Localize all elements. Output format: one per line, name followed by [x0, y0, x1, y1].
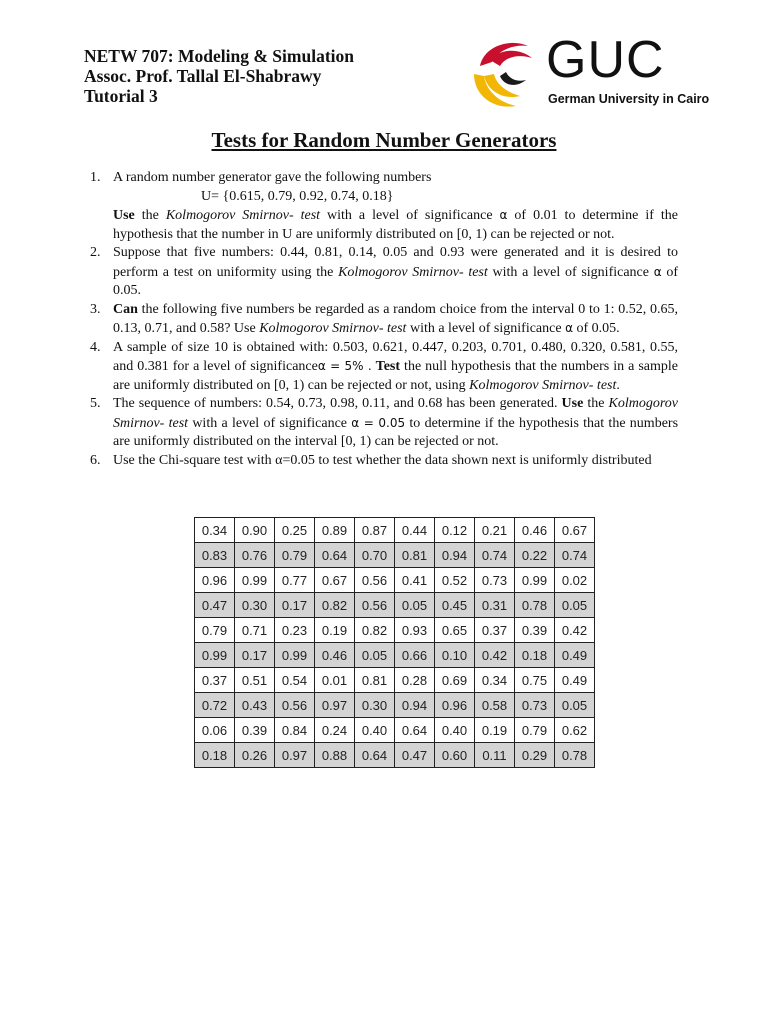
question-4: 4. A sample of size 10 is obtained with: 0.503, 0.621, 0.447, 0.203, 0.701, 0.480, 0.320, 0.581, 0.55, and 0.381 for a level of significanceα = 5% . Test the null hypothesis that the numbers in a sample are uniformly distributed on [0, 1) can be rejected or not, using Kolmogorov Smirnov- test.	[90, 339, 678, 393]
table-cell: 0.81	[395, 543, 435, 568]
alpha-symbol: α	[499, 208, 508, 222]
table-cell: 0.46	[315, 643, 355, 668]
table-cell: 0.49	[555, 643, 595, 668]
table-cell: 0.02	[555, 568, 595, 593]
table-cell: 0.17	[275, 593, 315, 618]
table-cell: 0.97	[315, 693, 355, 718]
table-cell: 0.47	[195, 593, 235, 618]
table-row	[195, 618, 595, 643]
alpha-symbol: α	[565, 321, 573, 335]
table-cell: 0.45	[435, 593, 475, 618]
table-cell: 0.88	[315, 743, 355, 768]
question-1: 1. A random number generator gave the following numbers U= {0.615, 0.79, 0.92, 0.74, 0.18} Use the Kolmogorov Smirnov- test with a level of significance α of 0.01 to determine if the hypothesis that the number in U are uniformly distributed on [0, 1) can be rejected or not.	[90, 170, 678, 242]
table-cell: 0.40	[355, 718, 395, 743]
table-cell: 0.71	[235, 618, 275, 643]
table-cell: 0.81	[355, 668, 395, 693]
table-cell: 0.37	[475, 618, 515, 643]
table-cell: 0.64	[395, 718, 435, 743]
table-cell: 0.93	[395, 618, 435, 643]
table-cell: 0.42	[475, 643, 515, 668]
table-cell: 0.99	[275, 643, 315, 668]
table-cell: 0.18	[515, 643, 555, 668]
table-cell: 0.72	[195, 693, 235, 718]
table-cell: 0.74	[555, 543, 595, 568]
table-cell: 0.96	[435, 693, 475, 718]
table-cell: 0.90	[235, 518, 275, 543]
table-cell: 0.30	[355, 693, 395, 718]
number-set: U= {0.615, 0.79, 0.92, 0.74, 0.18}	[201, 188, 394, 204]
table-cell: 0.21	[475, 518, 515, 543]
table-cell: 0.40	[435, 718, 475, 743]
alpha-equation: α = 0.05	[351, 415, 406, 430]
table-cell: 0.84	[275, 718, 315, 743]
alpha-symbol: α	[653, 264, 662, 279]
table-cell: 0.64	[355, 743, 395, 768]
guc-logo	[470, 31, 710, 112]
instructor-name: Assoc. Prof. Tallal El-Shabrawy	[84, 66, 322, 86]
table-cell: 0.06	[195, 718, 235, 743]
table-cell: 0.70	[355, 543, 395, 568]
table-row	[195, 668, 595, 693]
table-cell: 0.69	[435, 668, 475, 693]
table-cell: 0.23	[275, 618, 315, 643]
table-cell: 0.75	[515, 668, 555, 693]
table-row	[195, 718, 595, 743]
table-cell: 0.97	[275, 743, 315, 768]
table-cell: 0.56	[275, 693, 315, 718]
table-cell: 0.58	[475, 693, 515, 718]
logo-name: GUC	[546, 31, 665, 89]
table-cell: 0.99	[235, 568, 275, 593]
table-cell: 0.05	[395, 593, 435, 618]
table-cell: 0.87	[355, 518, 395, 543]
table-cell: 0.94	[435, 543, 475, 568]
table-cell: 0.12	[435, 518, 475, 543]
table-cell: 0.05	[355, 643, 395, 668]
table-row	[195, 593, 595, 618]
table-cell: 0.18	[195, 743, 235, 768]
logo-subtitle: German University in Cairo	[548, 92, 710, 106]
table-cell: 0.96	[195, 568, 235, 593]
table-cell: 0.74	[475, 543, 515, 568]
table-row	[195, 518, 595, 543]
table-cell: 0.01	[315, 668, 355, 693]
table-cell: 0.34	[195, 518, 235, 543]
table-row	[195, 643, 595, 668]
table-cell: 0.99	[515, 568, 555, 593]
table-row	[195, 743, 595, 768]
table-cell: 0.29	[515, 743, 555, 768]
table-cell: 0.19	[475, 718, 515, 743]
table-cell: 0.73	[515, 693, 555, 718]
table-cell: 0.76	[235, 543, 275, 568]
table-cell: 0.67	[315, 568, 355, 593]
table-cell: 0.42	[555, 618, 595, 643]
question-list	[85, 169, 678, 470]
table-cell: 0.05	[555, 693, 595, 718]
table-cell: 0.44	[395, 518, 435, 543]
table-cell: 0.89	[315, 518, 355, 543]
table-cell: 0.30	[235, 593, 275, 618]
table-cell: 0.82	[355, 618, 395, 643]
table-cell: 0.46	[515, 518, 555, 543]
tutorial-label: Tutorial 3	[84, 86, 158, 106]
course-title: NETW 707: Modeling & Simulation	[84, 46, 354, 66]
table-cell: 0.39	[235, 718, 275, 743]
table-cell: 0.94	[395, 693, 435, 718]
table-cell: 0.77	[275, 568, 315, 593]
table-cell: 0.99	[195, 643, 235, 668]
table-cell: 0.66	[395, 643, 435, 668]
table-cell: 0.60	[435, 743, 475, 768]
table-cell: 0.82	[315, 593, 355, 618]
alpha-equation: α = 5% .	[317, 359, 372, 373]
table-cell: 0.56	[355, 568, 395, 593]
question-2: 2. Suppose that five numbers: 0.44, 0.81, 0.14, 0.05 and 0.93 were generated and it is desired to perform a test on uniformity using the Kolmogorov Smirnov- test with a level of significance α of 0.05.	[90, 245, 679, 298]
table-cell: 0.41	[395, 568, 435, 593]
table-cell: 0.10	[435, 643, 475, 668]
table-cell: 0.52	[435, 568, 475, 593]
table-cell: 0.56	[355, 593, 395, 618]
table-cell: 0.73	[475, 568, 515, 593]
table-cell: 0.17	[235, 643, 275, 668]
table-cell: 0.22	[515, 543, 555, 568]
table-cell: 0.43	[235, 693, 275, 718]
data-table	[194, 517, 595, 768]
table-cell: 0.05	[555, 593, 595, 618]
table-cell: 0.11	[475, 743, 515, 768]
document-header	[84, 46, 354, 106]
table-cell: 0.79	[195, 618, 235, 643]
table-cell: 0.51	[235, 668, 275, 693]
table-cell: 0.62	[555, 718, 595, 743]
guc-emblem-icon	[470, 36, 540, 112]
table-cell: 0.47	[395, 743, 435, 768]
table-cell: 0.79	[275, 543, 315, 568]
table-cell: 0.67	[555, 518, 595, 543]
table-cell: 0.78	[515, 593, 555, 618]
table-cell: 0.78	[555, 743, 595, 768]
table-cell: 0.26	[235, 743, 275, 768]
table-cell: 0.31	[475, 593, 515, 618]
table-cell: 0.37	[195, 668, 235, 693]
table-cell: 0.19	[315, 618, 355, 643]
table-cell: 0.34	[475, 668, 515, 693]
table-cell: 0.39	[515, 618, 555, 643]
question-6: 6. Use the Chi-square test with α=0.05 to test whether the data shown next is uniformly distributed	[90, 452, 652, 468]
table-cell: 0.65	[435, 618, 475, 643]
question-5: 5. The sequence of numbers: 0.54, 0.73, 0.98, 0.11, and 0.68 has been generated. Use the Kolmogorov Smirnov- test with a level of significance α = 0.05 to determine if the hypothesis that the numbers are uniformly distributed on the interval [0, 1) can be rejected or not.	[90, 396, 679, 449]
table-row	[195, 568, 595, 593]
table-row	[195, 543, 595, 568]
table-cell: 0.28	[395, 668, 435, 693]
table-cell: 0.54	[275, 668, 315, 693]
question-3: 3. Can the following five numbers be regarded as a random choice from the interval 0 to 1: 0.52, 0.65, 0.13, 0.71, and 0.58? Use Kolmogorov Smirnov- test with a level of significance α of 0.05.	[90, 301, 678, 336]
table-cell: 0.25	[275, 518, 315, 543]
table-cell: 0.49	[555, 668, 595, 693]
table-cell: 0.79	[515, 718, 555, 743]
table-cell: 0.83	[195, 543, 235, 568]
table-row	[195, 693, 595, 718]
table-cell: 0.64	[315, 543, 355, 568]
table-cell: 0.24	[315, 718, 355, 743]
page-title: Tests for Random Number Generators	[211, 128, 557, 152]
